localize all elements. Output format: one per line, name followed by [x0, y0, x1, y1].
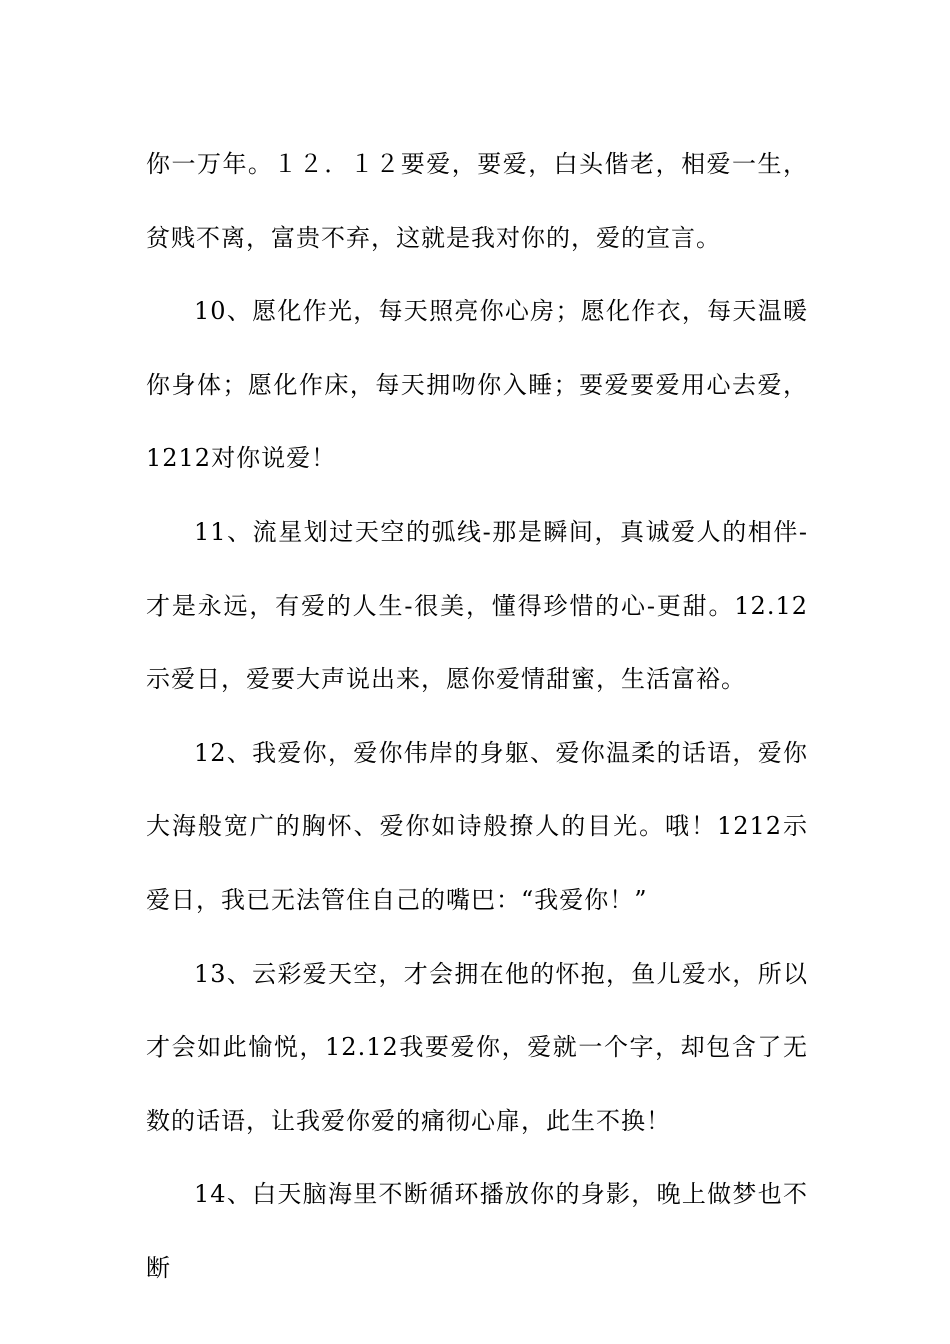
paragraph-continued: 你一万年。１２．１２要爱，要爱，白头偕老，相爱一生，贫贱不离，富贵不弃，这就是我对你的，爱的宣言。: [146, 150, 808, 252]
paragraph-12: 12、我爱你，爱你伟岸的身躯、爱你温柔的话语，爱你大海般宽广的胸怀、爱你如诗般撩人的目光。哦！1212示爱日，我已无法管住自己的嘴巴：“我爱你！”: [146, 738, 808, 914]
paragraph-10: 10、愿化作光，每天照亮你心房；愿化作衣，每天温暖你身体；愿化作床，每天拥吻你入睡；要爱要爱用心去爱，1212对你说爱！: [146, 297, 808, 473]
paragraph-13: 13、云彩爱天空，才会拥在他的怀抱，鱼儿爱水，所以才会如此愉悦，12.12我要爱你，爱就一个字，却包含了无数的话语，让我爱你爱的痛彻心扉，此生不换！: [146, 959, 808, 1135]
document-body: [146, 128, 808, 1306]
paragraph-11: 11、流星划过天空的弧线-那是瞬间，真诚爱人的相伴-才是永远，有爱的人生-很美，懂得珍惜的心-更甜。12.12示爱日，爱要大声说出来，愿你爱情甜蜜，生活富裕。: [146, 517, 808, 694]
paragraph-14: 14、白天脑海里不断循环播放你的身影，晚上做梦也不断: [146, 1180, 808, 1282]
